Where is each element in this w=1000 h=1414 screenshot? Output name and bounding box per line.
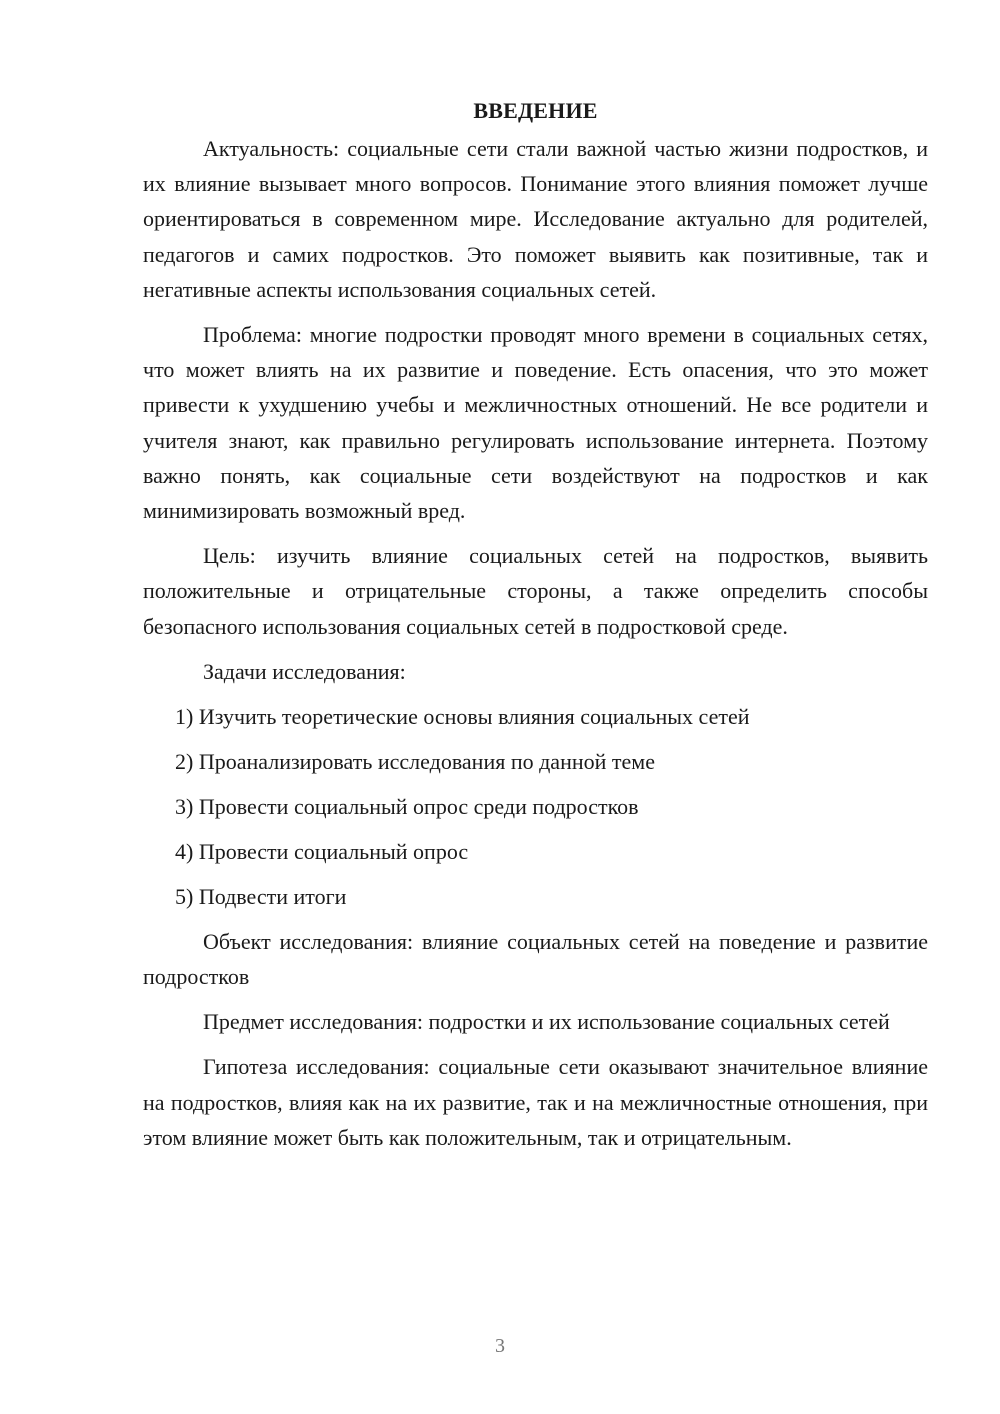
list-item: 2) Проанализировать исследования по данной теме [175,748,655,774]
document-title: ВВЕДЕНИЕ [473,98,598,123]
document-page [143,93,928,1165]
tasks-list [143,699,928,914]
relevance-paragraph: Актуальность: социальные сети стали важной частью жизни подростков, и их влияние вызывает много вопросов. Понимание этого влияния поможет лучше ориентироваться в современном мире. Исследование актуально для родителей, педагогов и самих подростков. Это поможет выявить как позитивные, так и негативные аспекты использования социальных сетей. [143,136,928,302]
list-item: 5) Подвести итоги [175,883,347,909]
page-number: 3 [495,1335,505,1357]
subject-paragraph: Предмет исследования: подростки и их использование социальных сетей [203,1009,890,1035]
list-item: 1) Изучить теоретические основы влияния социальных сетей [175,703,750,729]
hypothesis-paragraph: Гипотеза исследования: социальные сети оказывают значительное влияние на подростков, влияя как на их развитие, так и на межличностные отношения, при этом влияние может быть как положительным, так и отрицательным. [143,1054,928,1150]
tasks-heading: Задачи исследования: [203,658,406,684]
list-item: 3) Провести социальный опрос среди подростков [175,793,639,819]
object-paragraph: Объект исследования: влияние социальных сетей на поведение и развитие подростков [143,928,928,990]
list-item: 4) Провести социальный опрос [175,838,469,864]
problem-paragraph: Проблема: многие подростки проводят много времени в социальных сетях, что может влиять на их развитие и поведение. Есть опасения, что это может привести к ухудшению учебы и межличностных отношений. Не все родители и учителя знают, как правильно регулировать использование интернета. Поэтому важно понять, как социальные сети воздействуют на подростков и как минимизировать возможный вред. [143,322,928,524]
goal-paragraph: Цель: изучить влияние социальных сетей на подростков, выявить положительные и отрицательные стороны, а также определить способы безопасного использования социальных сетей в подростковой среде. [143,543,928,639]
